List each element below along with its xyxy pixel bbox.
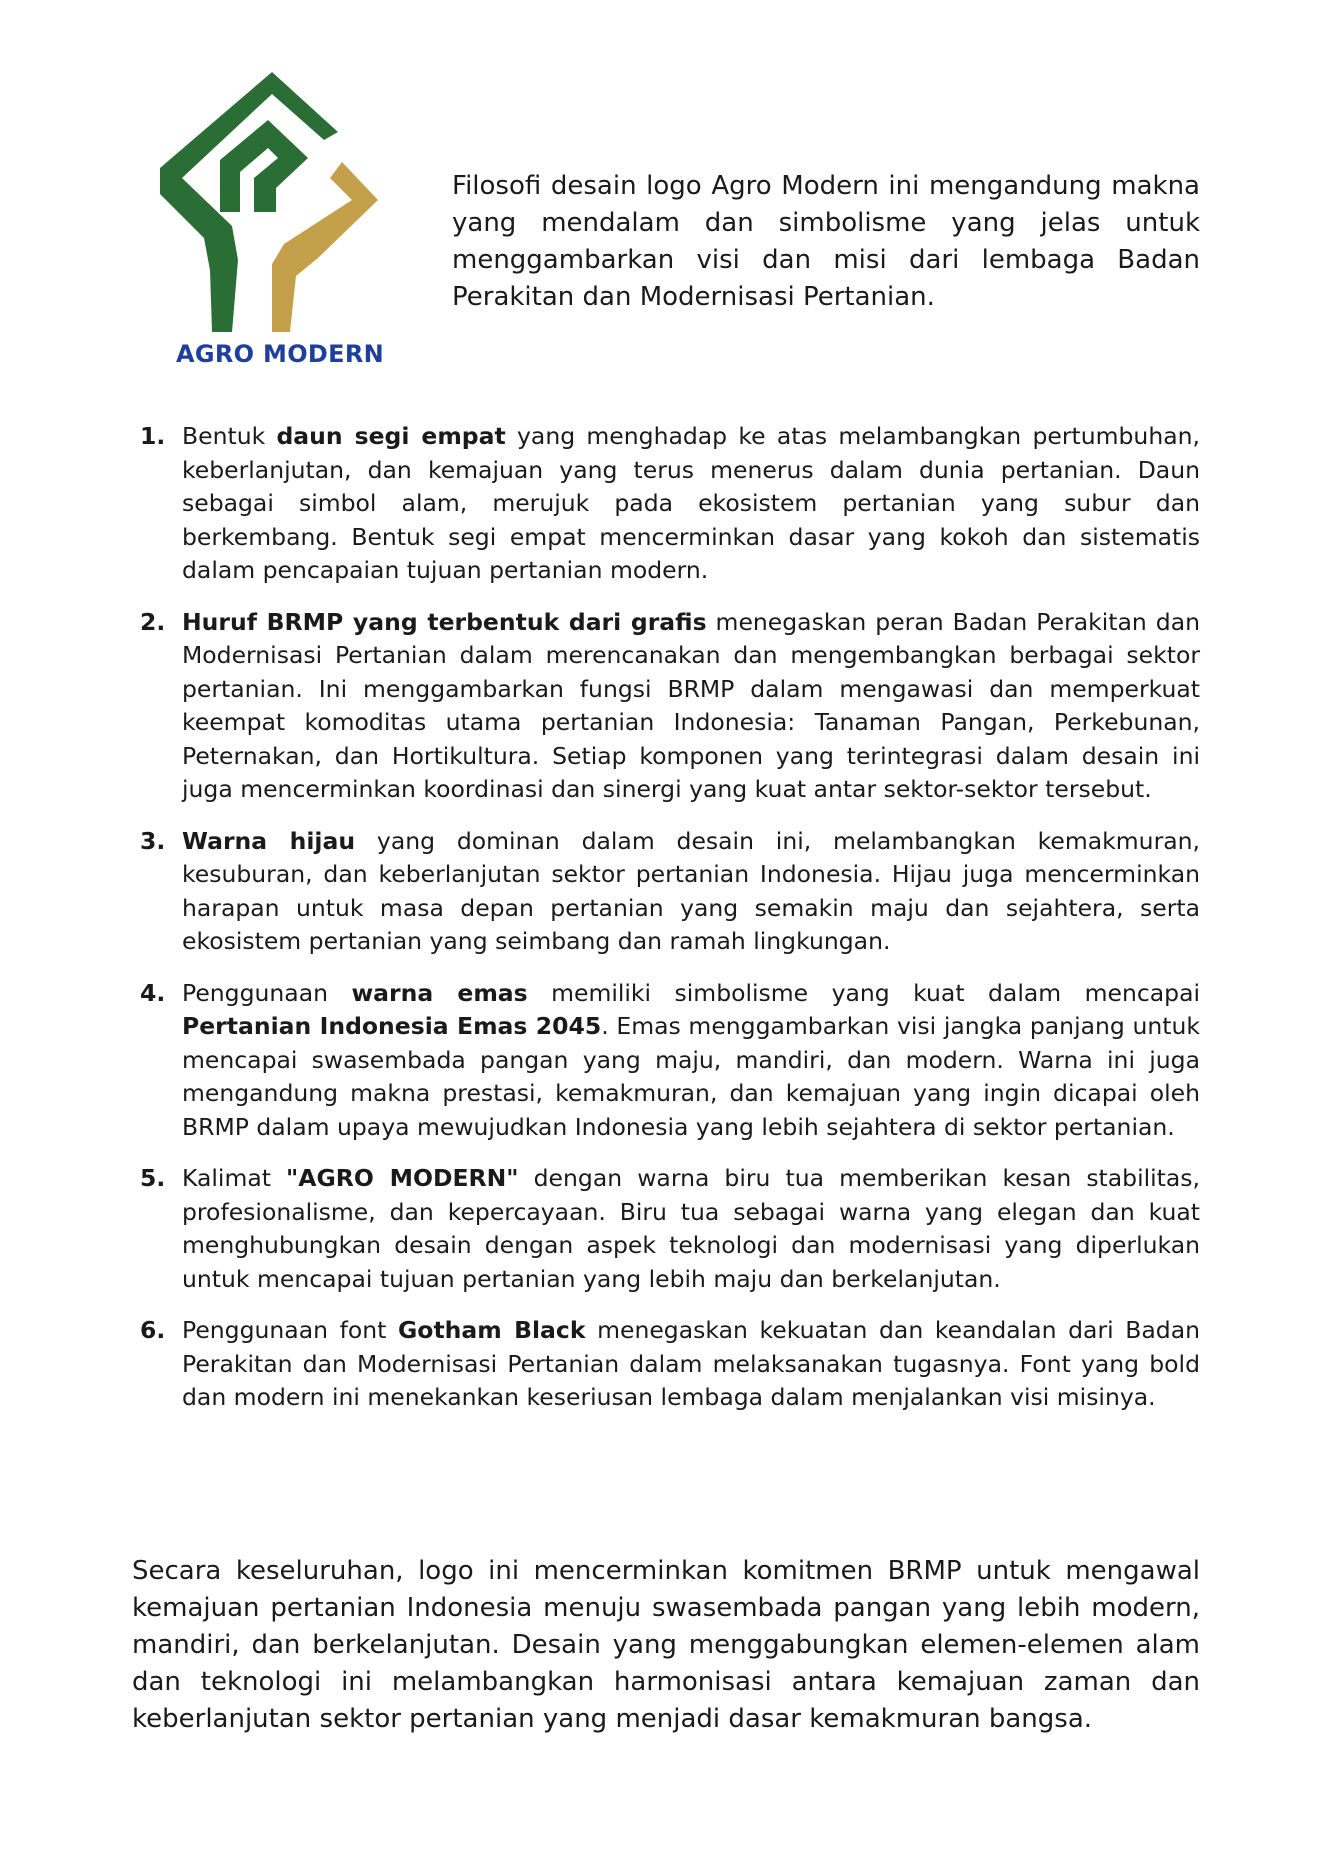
body-text: yang dominan dalam desain ini, melambangkan kemakmuran, kesuburan, dan keberlanjutan sektor pertanian Indonesia. Hijau juga mencerminkan harapan untuk masa depan pertanian yang semakin maju dan sejahtera, serta ekosistem pertanian yang seimbang dan ramah lingkungan. — [182, 826, 1201, 955]
body-text: menegaskan peran Badan Perakitan dan Modernisasi Pertanian dalam merencanakan dan mengembangkan berbagai sektor pertanian. Ini menggambarkan fungsi BRMP dalam mengawasi dan memperkuat keempat komoditas utama pertanian Indonesia: Tanaman Pangan, Perkebunan, Peternakan, dan Hortikultura. Setiap komponen yang terintegrasi dalam desain ini juga mencerminkan koordinasi dan sinergi yang kuat antar sektor-sektor tersebut. — [182, 607, 1200, 803]
list-item-number: 3. — [140, 826, 166, 855]
closing-paragraph: Secara keseluruhan, logo ini mencerminkan komitmen BRMP untuk mengawal kemajuan pertanian Indonesia menuju swasembada pangan yang lebih modern, mandiri, dan berkelanjutan. Desain yang menggabungkan elemen-elemen alam dan teknologi ini melambangkan harmonisasi antara kemajuan zaman dan keberlanjutan sektor pertanian yang menjadi dasar kemakmuran bangsa. — [132, 1556, 1200, 1734]
body-text: Bentuk — [182, 422, 277, 450]
logo-gold-wing — [272, 162, 378, 332]
body-text: yang menghadap ke atas melambangkan pertumbuhan, keberlanjutan, dan kemajuan yang terus menerus dalam dunia pertanian. Daun sebagai simbol alam, merujuk pada ekosistem pertanian yang subur dan berkembang. Bentuk segi empat mencerminkan dasar yang kokoh dan sistematis dalam pencapaian tujuan pertanian modern. — [182, 422, 1200, 584]
list-item — [140, 420, 1200, 588]
agro-modern-logo-mark — [160, 66, 400, 336]
list-item-number: 4. — [140, 978, 166, 1007]
body-text: . Emas menggambarkan visi jangka panjang untuk mencapai swasembada pangan yang maju, mandiri, dan modern. Warna ini juga mengandung makna prestasi, kemakmuran, dan kemajuan yang ingin dicapai oleh BRMP dalam upaya mewujudkan Indonesia yang lebih sejahtera di sektor pertanian. — [182, 1012, 1200, 1141]
body-text: menegaskan kekuatan dan keandalan dari Badan Perakitan dan Modernisasi Pertanian dalam melaksanakan tugasnya. Font yang bold dan modern ini menekankan keseriusan lembaga dalam menjalankan visi misinya. — [182, 1316, 1201, 1411]
body-text: Penggunaan font — [182, 1316, 399, 1344]
list-item-text — [182, 1314, 1200, 1415]
list-item-number: 1. — [140, 422, 166, 450]
list-item — [140, 606, 1200, 807]
emphasis-text: Warna hijau — [182, 826, 356, 855]
list-item — [140, 1314, 1200, 1415]
body-text: Kalimat — [182, 1164, 287, 1192]
logo-green-loop — [220, 120, 308, 212]
body-text: dengan warna biru tua memberikan kesan stabilitas, profesionalisme, dan kepercayaan. Biru tua sebagai warna yang elegan dan kuat menghubungkan desain dengan aspek teknologi dan modernisasi yang diperlukan untuk mencapai tujuan pertanian yang lebih maju dan berkelanjutan. — [182, 1164, 1201, 1293]
intro-paragraph: Filosofi desain logo Agro Modern ini mengandung makna yang mendalam dan simbolisme yang jelas untuk menggambarkan visi dan misi dari lembaga Badan Perakitan dan Modernisasi Pertanian. — [452, 171, 1200, 312]
logo-green-frame — [160, 72, 338, 332]
list-item-text — [182, 1162, 1200, 1296]
emphasis-text: warna emas — [351, 978, 528, 1007]
list-item-number: 6. — [140, 1316, 166, 1344]
emphasis-text: Huruf BRMP yang terbentuk dari grafis — [182, 607, 707, 636]
list-item — [140, 1162, 1200, 1296]
body-text: Penggunaan — [182, 978, 352, 1007]
list-item-number: 2. — [140, 607, 166, 636]
list-item-number: 5. — [140, 1164, 166, 1192]
logo-wordmark: AGRO MODERN — [176, 340, 384, 368]
list-item-text — [182, 606, 1200, 807]
agro-modern-logo — [160, 66, 400, 386]
list-item-text — [182, 977, 1200, 1145]
emphasis-text: "AGRO MODERN" — [286, 1164, 519, 1192]
list-item — [140, 977, 1200, 1145]
body-text: memiliki simbolisme yang kuat dalam mencapai — [527, 978, 1201, 1007]
philosophy-list — [140, 420, 1200, 1433]
list-item — [140, 825, 1200, 959]
emphasis-text: Gotham Black — [398, 1316, 586, 1344]
emphasis-text: daun segi empat — [276, 422, 506, 450]
list-item-text — [182, 825, 1200, 959]
emphasis-text: Pertanian Indonesia Emas 2045 — [182, 1012, 602, 1040]
list-item-text — [182, 420, 1200, 588]
